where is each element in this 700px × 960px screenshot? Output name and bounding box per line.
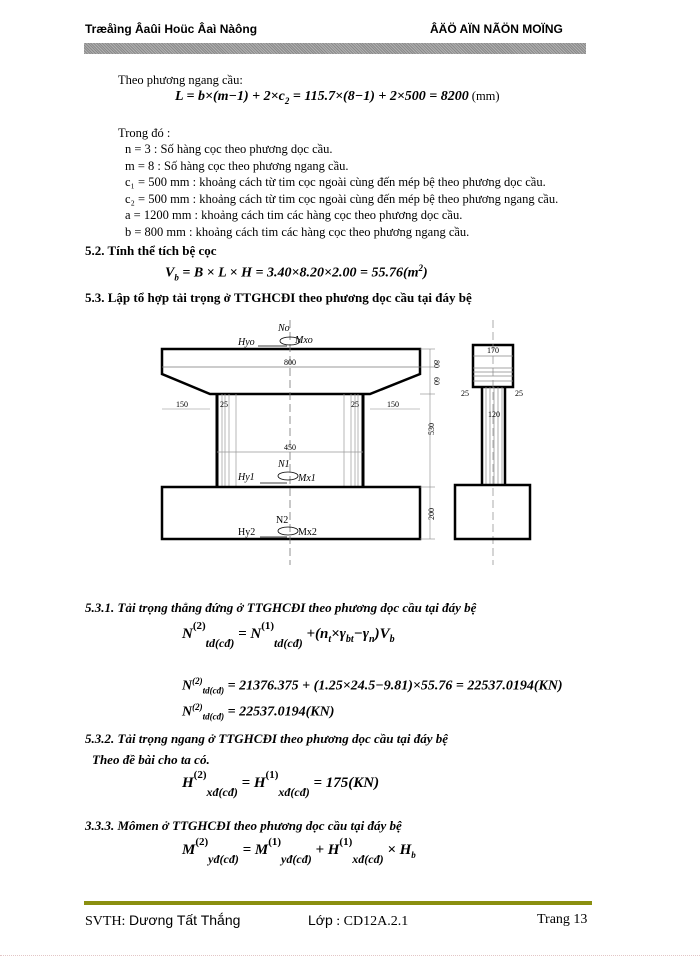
- where-item: b = 800 mm : khoảng cách tim các hàng cọc theo phương ngang cầu.: [125, 224, 470, 239]
- equation-Vb: $V_b = B \times L \times H = 3.40\times 8.20\times 2.00 = 55.76(m^2)$: [165, 263, 428, 283]
- svg-text:200: 200: [427, 508, 436, 520]
- svg-text:Mx2: Mx2: [298, 527, 317, 538]
- svg-text:Mxo: Mxo: [295, 335, 313, 346]
- svg-text:800: 800: [284, 358, 296, 367]
- svg-text:25: 25: [461, 389, 469, 398]
- footer-class-value: : CD12A.2.1: [336, 914, 409, 929]
- header-divider: [84, 43, 586, 54]
- svg-text:150: 150: [176, 400, 188, 409]
- theo-ngang-label: Theo phương ngang cầu:: [118, 73, 243, 87]
- equation-N2-formula: N (2) td(cđ) = N (1) td(cđ) $+(n_t\times\gamma_{bt}-\gamma_n)V_b$: [182, 620, 395, 650]
- svg-text:Mx1: Mx1: [298, 473, 316, 484]
- equation-L: [175, 88, 500, 106]
- section-5-3-2-title: 5.3.2. Tải trọng ngang ở TTGHCĐI theo phương dọc cầu tại đáy bệ: [85, 731, 449, 746]
- section-5-2-title: 5.2. Tính thể tích bệ cọc: [85, 243, 217, 258]
- where-item: a = 1200 mm : khoảng cách tim các hàng cọc theo phương dọc cầu.: [125, 208, 463, 222]
- footer-class: [308, 912, 408, 930]
- section-3-3-3-title: 3.3.3. Mômen ở TTGHCĐI theo phương dọc cầu tại đáy bệ: [85, 818, 402, 833]
- equation-L-unit: (mm): [471, 89, 500, 103]
- footer-page-number: Trang 13: [537, 912, 588, 927]
- where-item: n = 3 : Số hàng cọc theo phương dọc cầu.: [125, 142, 333, 156]
- svg-text:170: 170: [487, 346, 499, 355]
- pier-drawing: [150, 315, 560, 565]
- where-item: c₂ = 500 mm : khoảng cách từ tim cọc ngoài cùng đến mép bệ theo phương ngang cầu.: [125, 191, 559, 206]
- header-right-title: ÂÄÖ AÏN NÃÖN MOÏNG: [430, 22, 563, 36]
- svg-text:No: No: [278, 323, 290, 334]
- footer-divider: [84, 901, 592, 905]
- svg-text:N2: N2: [276, 515, 289, 526]
- header-left-title: Træåìng Âaûi Hoüc Âaì Nàông: [85, 22, 258, 36]
- svg-text:450: 450: [284, 443, 296, 452]
- svg-text:N1: N1: [278, 459, 290, 470]
- where-list: [125, 141, 558, 240]
- equation-L-body: $L = b\times(m-1) + 2\times c_2 = 115.7\times(8-1) + 2\times 500 = 8200$: [175, 89, 469, 106]
- svg-text:120: 120: [488, 410, 500, 419]
- svg-text:Hy1: Hy1: [238, 472, 255, 483]
- section-5-3-title: 5.3. Lập tổ hợp tải trọng ở TTGHCĐI theo phương dọc cầu tại đáy bệ: [85, 290, 472, 305]
- svg-text:150: 150: [387, 400, 399, 409]
- svg-text:Hy2: Hy2: [238, 527, 256, 538]
- where-item: m = 8 : Số hàng cọc theo phương ngang cầu.: [125, 158, 349, 173]
- where-title: Trong đó :: [118, 126, 171, 140]
- svg-text:25: 25: [515, 389, 523, 398]
- equation-N2-calc: $N^{(2)}_{td(cđ)} = 21376.375 + (1.25\times 24.5-9.81)\times 55.76 = 22537.0194(KN)$: [182, 676, 563, 696]
- svg-text:25: 25: [351, 400, 359, 409]
- svg-text:Hyo: Hyo: [238, 337, 255, 348]
- footer-student-name: Dương Tất Thắng: [128, 912, 241, 928]
- svg-text:80: 80: [432, 360, 441, 368]
- footer-student: [85, 912, 240, 930]
- equation-M2: M (2) yđ(cđ) = M (1) yđ(cđ) + H (1) xđ(cđ) × $H_b$: [182, 836, 416, 866]
- svg-text:25: 25: [220, 400, 228, 409]
- footer-svth-label: SVTH:: [85, 914, 126, 929]
- equation-H2: H (2) xđ(cđ) = H (1) xđ(cđ) = 175(KN): [182, 769, 380, 799]
- where-item: c₁ = 500 mm : khoảng cách từ tim cọc ngoài cùng đến mép bệ theo phương dọc cầu.: [125, 175, 546, 189]
- section-5-3-2-note: Theo đề bài cho ta có.: [92, 752, 210, 767]
- equation-N2-result: $N^{(2)}_{td(cđ)} = 22537.0194(KN)$: [182, 702, 335, 722]
- page-bottom-dotted-border: [0, 955, 700, 956]
- footer-class-label: Lớp: [308, 912, 333, 928]
- svg-text:60: 60: [432, 377, 441, 385]
- section-5-3-1-title: 5.3.1. Tải trọng thẳng đứng ở TTGHCĐI theo phương dọc cầu tại đáy bệ: [85, 600, 477, 615]
- svg-text:530: 530: [427, 423, 436, 435]
